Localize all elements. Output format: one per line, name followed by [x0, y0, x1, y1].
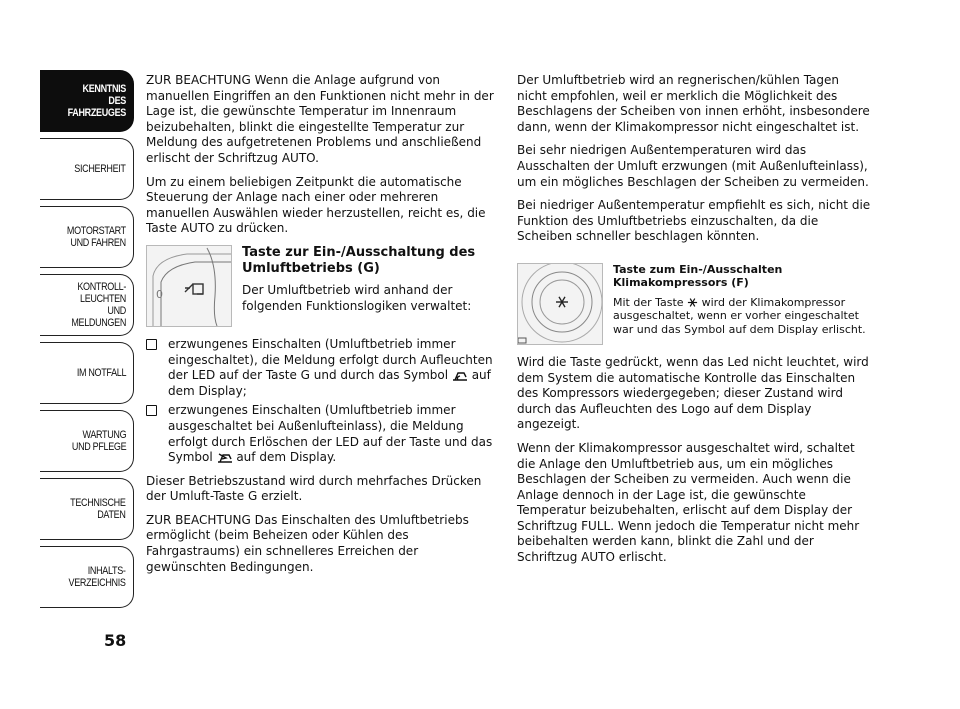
chapter-tab-label: MOTORSTART UND FAHREN: [67, 225, 126, 249]
chapter-tab[interactable]: [40, 546, 134, 608]
compressor-control: [517, 263, 872, 345]
recirculation-control: [146, 245, 496, 327]
chapter-tab-label: SICHERHEIT: [74, 163, 126, 175]
compressor-text-end: wird der Klimakompressor ausgeschaltet, wenn er vorher eingeschaltet war und das Symbol auf dem Display erlischt.: [613, 295, 866, 336]
chapter-tab-label: INHALTS- VERZEICHNIS: [68, 565, 126, 589]
low-temp-advice-paragraph: Bei niedriger Außentemperatur empfiehlt es sich, nicht die Funktion des Umluftbetriebs einzuschalten, da die Scheiben schneller beschlagen könnten.: [517, 198, 871, 244]
rainy-day-paragraph: Der Umluftbetrieb wird an regnerischen/kühlen Tagen nicht empfohlen, weil er merklich die Möglichkeit des Beschlagens der Scheiben von innen erhöht, insbesondere dann, wenn der Klimakompressor nicht eingeschaltet ist.: [517, 73, 870, 134]
chapter-tab[interactable]: [40, 70, 134, 132]
led-paragraph: Wird die Taste gedrückt, wenn das Led nicht leuchtet, wird dem System die automatische Kontrolle das Einschalten des Kompressors wiedergegeben; dieser Zustand wird durch das Aufleuchten des Logo auf dem Display angezeigt.: [517, 354, 869, 432]
recirculation-control-title: Taste zur Ein-/Ausschaltung des Umluftbetriebs (G): [242, 244, 476, 276]
compressor-off-paragraph: Wenn der Klimakompressor ausgeschaltet wird, schaltet die Anlage den Umluftbetrieb aus, um ein mögliches Beschlagen der Scheiben zu vermeiden. Auch wenn die Anlage dennoch in der Lage ist, die gewünschte Temperatur beizubehalten, erlischt auf dem Display der Schriftzug FULL. Wenn jedoch die Temperatur nicht mehr beibehalten werden kann, blinkt die Zahl und der Schriftzug AUTO erlischt.: [517, 440, 860, 565]
chapter-tab[interactable]: [40, 410, 134, 472]
chapter-tab[interactable]: [40, 478, 134, 540]
compressor-button-icon: [518, 264, 602, 344]
note-paragraph: ZUR BEACHTUNG Wenn die Anlage aufgrund von manuellen Eingriffen an den Funktionen nicht mehr in der Lage ist, die gewünschte Temperatur im Innenraum beizubehalten, blinkt die eingestellte Temperatur zur Meldung des aufgetretenen Problems und anschließend erlischt der Schriftzug AUTO.: [146, 73, 494, 165]
checkbox-bullet-icon: [146, 405, 157, 416]
recirculation-button-icon: [147, 246, 231, 326]
list-item: [146, 403, 496, 465]
chapter-tab-label: KENNTNIS DES FAHRZEUGES: [67, 83, 126, 119]
chapter-tab-label: IM NOTFALL: [76, 367, 126, 379]
outside-air-icon: [217, 452, 233, 463]
low-temp-paragraph: Bei sehr niedrigen Außentemperaturen wird das Ausschalten der Umluft erzwungen (mit Außenlufteinlass), um ein mögliches Beschlagen der Scheiben zu vermeiden.: [517, 143, 869, 189]
chapter-tab-label: TECHNISCHE DATEN: [70, 497, 126, 521]
chapter-tab[interactable]: [40, 342, 134, 404]
mode-paragraph: Dieser Betriebszustand wird durch mehrfaches Drücken der Umluft-Taste G erzielt.: [146, 473, 482, 504]
chapter-tab-label: WARTUNG UND PFLEGE: [71, 429, 126, 453]
list-item-text-end: auf dem Display;: [168, 368, 491, 398]
list-item-text: erzwungenes Einschalten (Umluftbetrieb immer ausgeschaltet bei Außenlufteinlass), die Meldung erfolgt durch Erlöschen der LED auf der Taste und das Symbol: [168, 403, 493, 465]
page-number: 58: [104, 631, 127, 650]
list-item-text: erzwungenes Einschalten (Umluftbetrieb immer eingeschaltet), die Meldung erfolgt durch Aufleuchten der LED auf der Taste G und durch das Symbol: [168, 336, 493, 383]
snowflake-icon: [687, 297, 698, 308]
recirculation-car-icon: [452, 370, 468, 381]
list-item-text-end: auf dem Display.: [232, 450, 337, 465]
checkbox-bullet-icon: [146, 339, 157, 350]
chapter-tab[interactable]: [40, 138, 134, 200]
right-column: [517, 73, 872, 574]
logic-list: [146, 337, 496, 466]
recirculation-control-text: Der Umluftbetrieb wird anhand der folgenden Funktionslogiken verwaltet:: [242, 282, 472, 313]
note-recirculation-paragraph: ZUR BEACHTUNG Das Einschalten des Umluftbetriebs ermöglicht (beim Beheizen oder Kühlen des Fahrgastraums) ein schnelleres Erreichen der gewünschten Bedingungen.: [146, 512, 469, 574]
compressor-text-start: Mit der Taste: [613, 295, 688, 309]
compressor-control-text: [613, 296, 872, 336]
compressor-control-title: Taste zum Ein-/Ausschalten Klimakompressors (F): [613, 262, 783, 290]
chapter-tab[interactable]: [40, 206, 134, 268]
chapter-tab[interactable]: [40, 274, 134, 336]
chapter-tabs: [40, 70, 134, 614]
svg-text:0: 0: [156, 287, 163, 301]
chapter-tab-label: KONTROLL- LEUCHTEN UND MELDUNGEN: [71, 281, 126, 329]
list-item: [146, 337, 496, 399]
left-column: [146, 73, 496, 583]
compressor-button-image: [517, 263, 603, 345]
recirculation-button-image: [146, 245, 232, 327]
auto-paragraph: Um zu einem beliebigen Zeitpunkt die automatische Steuerung der Anlage nach einer oder mehreren manuellen Auswählen wieder herzustellen, reicht es, die Taste AUTO zu drücken.: [146, 174, 486, 236]
